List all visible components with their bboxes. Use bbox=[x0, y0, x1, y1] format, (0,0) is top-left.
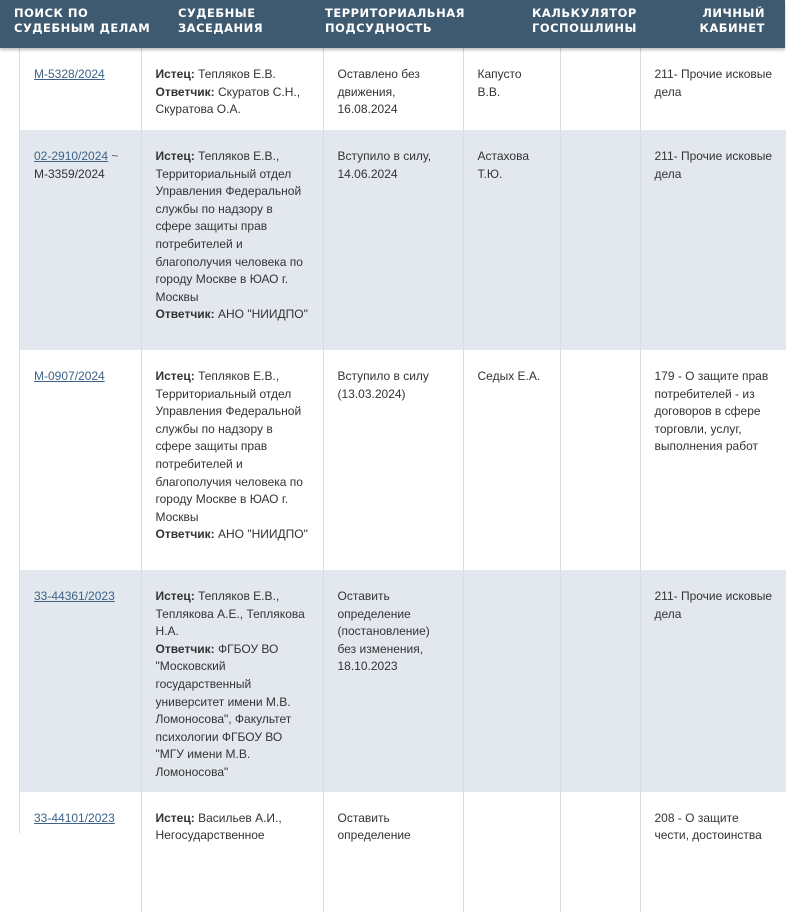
table-row bbox=[20, 570, 786, 792]
empty-cell bbox=[560, 130, 640, 350]
nav-search-cases[interactable]: ПОИСК ПО СУДЕБНЫМ ДЕЛАМ bbox=[14, 6, 151, 35]
plaintiff-label: Истец: bbox=[155, 589, 195, 603]
defendant-label: Ответчик: bbox=[155, 84, 215, 99]
top-navigation bbox=[0, 0, 785, 48]
case-number-cell bbox=[20, 130, 141, 350]
status-cell: Вступило в силу, 14.06.2024 bbox=[323, 130, 463, 350]
case-number-cell bbox=[20, 792, 141, 912]
case-number-material: М-3359/2024 bbox=[34, 166, 105, 181]
defendant-label: Ответчик: bbox=[155, 641, 215, 656]
parties-cell bbox=[141, 570, 323, 792]
table-row bbox=[20, 130, 786, 350]
plaintiff-label: Истец: bbox=[155, 149, 195, 163]
table-row bbox=[20, 792, 786, 912]
judge-cell: Астахова Т.Ю. bbox=[463, 130, 560, 350]
parties-cell bbox=[141, 130, 323, 350]
status-cell: Оставить определение bbox=[323, 792, 463, 912]
empty-cell bbox=[560, 350, 640, 570]
defendant-value: Скуратов С.Н., Скуратова О.А. bbox=[155, 84, 301, 117]
nav-personal-cabinet[interactable]: ЛИЧНЫЙ КАБИНЕТ bbox=[699, 6, 765, 35]
empty-cell bbox=[560, 570, 640, 792]
category-cell: 211- Прочие исковые дела bbox=[640, 48, 786, 130]
plaintiff-label: Истец: bbox=[155, 67, 195, 81]
plaintiff-value: Тепляков Е.В., Территориальный отдел Управления Федеральной службы по надзору в сфере защиты прав потребителей и благополучия человека по городу Москве в ЮАО г. Москвы bbox=[155, 369, 303, 524]
parties-cell bbox=[141, 792, 323, 912]
defendant-value: АНО "НИИДПО" bbox=[218, 527, 308, 542]
cases-table bbox=[20, 48, 786, 912]
defendant-label: Ответчик: bbox=[155, 527, 215, 542]
case-number-link[interactable]: М-5328/2024 bbox=[34, 67, 105, 81]
case-number-link[interactable]: 02-2910/2024 bbox=[34, 149, 109, 163]
defendant-value: АНО "НИИДПО" bbox=[218, 307, 308, 322]
case-number-cell bbox=[20, 350, 141, 570]
category-cell: 208 - О защите чести, достоинства bbox=[640, 792, 786, 912]
nav-territorial-jurisdiction[interactable]: ТЕРРИТОРИАЛЬНАЯ ПОДСУДНОСТЬ bbox=[325, 6, 465, 35]
plaintiff-label: Истец: bbox=[155, 810, 195, 825]
plaintiff-value: Тепляков Е.В. bbox=[198, 67, 276, 81]
plaintiff-value: Тепляков Е.В., Теплякова А.Е., Теплякова Н.А. bbox=[155, 589, 305, 639]
judge-cell bbox=[463, 792, 560, 912]
case-separator: ~ bbox=[111, 149, 119, 163]
nav-court-hearings[interactable]: СУДЕБНЫЕ ЗАСЕДАНИЯ bbox=[178, 6, 264, 35]
status-cell: Оставлено без движения, 16.08.2024 bbox=[323, 48, 463, 130]
category-cell: 211- Прочие исковые дела bbox=[640, 570, 786, 792]
status-cell: Вступило в силу (13.03.2024) bbox=[323, 350, 463, 570]
empty-cell bbox=[560, 792, 640, 912]
plaintiff-value: Васильев А.И., Негосударственное bbox=[155, 810, 282, 843]
cases-table-container bbox=[19, 48, 785, 843]
judge-cell: Капусто В.В. bbox=[463, 48, 560, 130]
status-cell: Оставить определение (постановление) без изменения, 18.10.2023 bbox=[323, 570, 463, 792]
category-cell: 179 - О защите прав потребителей - из договоров в сфере торговли, услуг, выполнения работ bbox=[640, 350, 786, 570]
judge-cell: Седых Е.А. bbox=[463, 350, 560, 570]
case-number-cell bbox=[20, 570, 141, 792]
parties-cell bbox=[141, 48, 323, 130]
nav-fee-calculator[interactable]: КАЛЬКУЛЯТОР ГОСПОШЛИНЫ bbox=[532, 6, 637, 35]
defendant-label: Ответчик: bbox=[155, 307, 215, 322]
empty-cell bbox=[560, 48, 640, 130]
case-number-link[interactable]: 33-44361/2023 bbox=[34, 589, 115, 603]
table-row bbox=[20, 350, 786, 570]
judge-cell bbox=[463, 570, 560, 792]
parties-cell bbox=[141, 350, 323, 570]
case-number-link[interactable]: М-0907/2024 bbox=[34, 369, 105, 383]
case-number-cell bbox=[20, 48, 141, 130]
plaintiff-label: Истец: bbox=[155, 369, 195, 383]
defendant-value: ФГБОУ ВО "Московский государственный университет имени М.В. Ломоносова", Факультет психологии ФГБОУ ВО "МГУ имени М.В. Ломоносова" bbox=[155, 641, 292, 779]
category-cell: 211- Прочие исковые дела bbox=[640, 130, 786, 350]
plaintiff-value: Тепляков Е.В., Территориальный отдел Управления Федеральной службы по надзору в сфере защиты прав потребителей и благополучия человека по городу Москве в ЮАО г. Москвы bbox=[155, 149, 303, 304]
case-number-link[interactable]: 33-44101/2023 bbox=[34, 810, 115, 825]
table-row bbox=[20, 48, 786, 130]
